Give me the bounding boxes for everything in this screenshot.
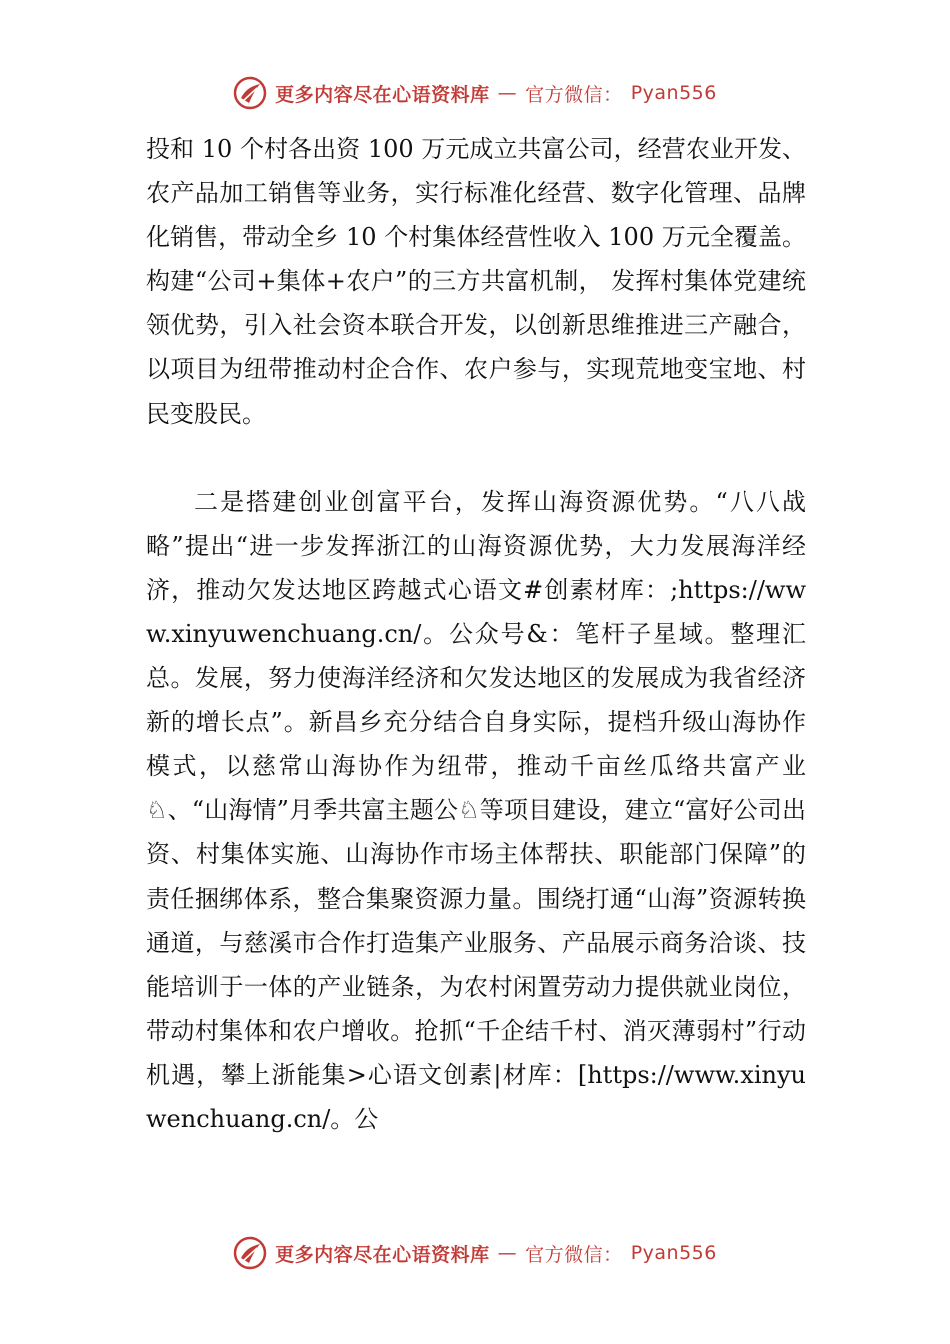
footer-banner [0, 1236, 950, 1270]
paragraph-1: 投和 10 个村各出资 100 万元成立共富公司，经营农业开发、农产品加工销售等业务，实行标准化经营、数字化管理、品牌化销售，带动全乡 10 个村集体经营性收入 100 万元全覆盖。构建“公司+集体+农户”的三方共富机制， 发挥村集体党建统领优势，引入社会资本联合开发，以创新思维推进三产融合，以项目为纽带推动村企合作、农户参与，实现荒地变宝地、村民变股民。 [146, 135, 806, 428]
banner-wechat-label: 官方微信： [525, 83, 623, 106]
document-body [146, 127, 806, 1141]
paragraph-2: 二是搭建创业创富平台，发挥山海资源优势。“八八战略”提出“进一步发挥浙江的山海资源优势，大力发展海洋经济，推动欠发达地区跨越式心语文#创素材库：;https://www.xinyuwenchuang.cn/。公众号&：笔杆子星域。整理汇总。发展，努力使海洋经济和欠发达地区的发展成为我省经济新的增长点”。新昌乡充分结合自身实际，提档升级山海协作模式，以慈常山海协作为纽带，推动千亩丝瓜络共富产业♘、“山海情”月季共富主题公♘等项目建设，建立“富好公司出资、村集体实施、山海协作市场主体帮扶、职能部门保障”的责任捆绑体系，整合集聚资源力量。围绕打通“山海”资源转换通道，与慈溪市合作打造集产业服务、产品展示商务洽谈、技能培训于一体的产业链条，为农村闲置劳动力提供就业岗位，带动村集体和农户增收。抢抓“千企结千村、消灭薄弱村”行动机遇，攀上浙能集>心语文创素|材库：[https://www.xinyuwenchuang.cn/。公 [146, 487, 806, 1133]
banner-dash: — [497, 1242, 518, 1264]
book-logo-icon [233, 76, 267, 110]
banner-wechat-id: Pyan556 [630, 82, 717, 104]
header-banner [0, 76, 950, 110]
banner-wechat-id: Pyan556 [630, 1242, 717, 1264]
banner-dash: — [497, 82, 518, 104]
banner-wechat-label: 官方微信： [525, 1243, 623, 1266]
banner-lead-text: 更多内容尽在心语资料库 [275, 83, 490, 106]
book-logo-icon [233, 1236, 267, 1270]
banner-lead-text: 更多内容尽在心语资料库 [275, 1243, 490, 1266]
